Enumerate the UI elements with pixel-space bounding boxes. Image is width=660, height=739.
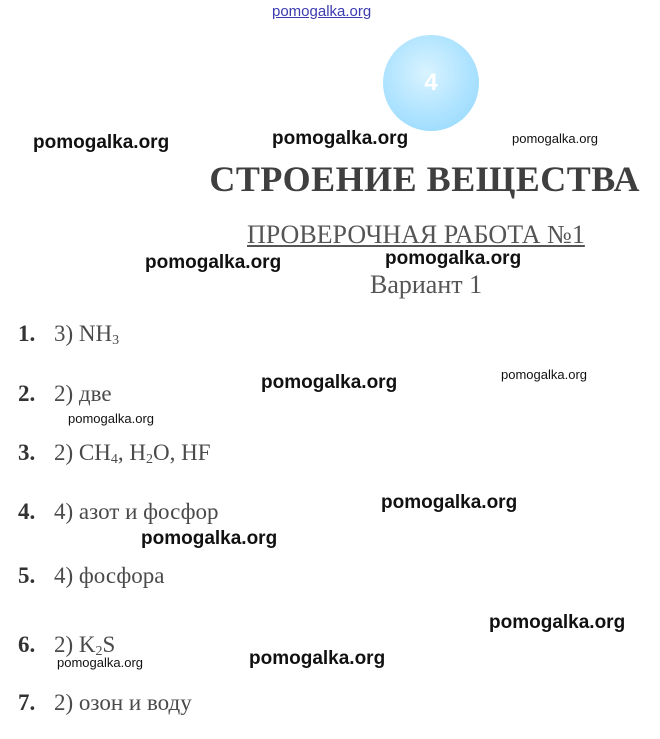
watermark: pomogalka.org xyxy=(57,655,143,670)
watermark: pomogalka.org xyxy=(489,612,626,633)
answer-item-2 xyxy=(18,381,112,407)
watermark: pomogalka.org xyxy=(33,132,170,153)
answer-number: 1. xyxy=(18,321,36,346)
answer-number: 6. xyxy=(18,632,36,657)
answer-number: 7. xyxy=(18,690,36,715)
watermark: pomogalka.org xyxy=(261,372,398,393)
answer-text: 2) две xyxy=(54,381,112,406)
answer-number: 2. xyxy=(18,381,36,406)
answer-text: S xyxy=(102,632,116,657)
subscript: 4 xyxy=(110,452,118,467)
answer-item-1 xyxy=(18,321,119,349)
answer-text: O, HF xyxy=(153,440,211,465)
watermark: pomogalka.org xyxy=(512,131,598,146)
answer-text: 2) K xyxy=(54,632,96,657)
subscript: 2 xyxy=(95,644,103,659)
answer-number: 3. xyxy=(18,440,36,465)
watermark: pomogalka.org xyxy=(68,411,154,426)
answer-number: 4. xyxy=(18,499,36,524)
answer-item-5 xyxy=(18,563,165,589)
test-subtitle: ПРОВЕРОЧНАЯ РАБОТА №1 xyxy=(247,220,585,249)
subscript: 3 xyxy=(112,333,120,348)
watermark: pomogalka.org xyxy=(249,648,386,669)
answer-text: 2) озон и воду xyxy=(54,690,192,715)
answer-text: 2) CH xyxy=(54,440,111,465)
watermark-link-top[interactable]: pomogalka.org xyxy=(272,3,372,20)
watermark: pomogalka.org xyxy=(501,367,587,382)
page-title: СТРОЕНИЕ ВЕЩЕСТВА xyxy=(209,159,640,199)
answer-item-4 xyxy=(18,499,219,525)
watermark: pomogalka.org xyxy=(141,528,278,549)
subscript: 2 xyxy=(146,452,153,467)
answer-text: 3) NH xyxy=(54,321,113,346)
watermark: pomogalka.org xyxy=(272,128,409,149)
variant-label: Вариант 1 xyxy=(370,270,483,299)
chapter-number: 4 xyxy=(424,69,438,96)
answer-number: 5. xyxy=(18,563,36,588)
answer-text: 4) фосфора xyxy=(54,563,165,588)
answer-item-7 xyxy=(18,690,192,716)
watermark: pomogalka.org xyxy=(381,492,518,513)
answer-text: , H xyxy=(117,440,146,465)
watermark: pomogalka.org xyxy=(385,248,522,269)
answer-item-3 xyxy=(18,440,211,468)
chapter-badge xyxy=(383,35,479,131)
answer-item-6 xyxy=(18,632,115,660)
answer-text: 4) азот и фосфор xyxy=(54,499,219,524)
watermark: pomogalka.org xyxy=(145,252,282,273)
